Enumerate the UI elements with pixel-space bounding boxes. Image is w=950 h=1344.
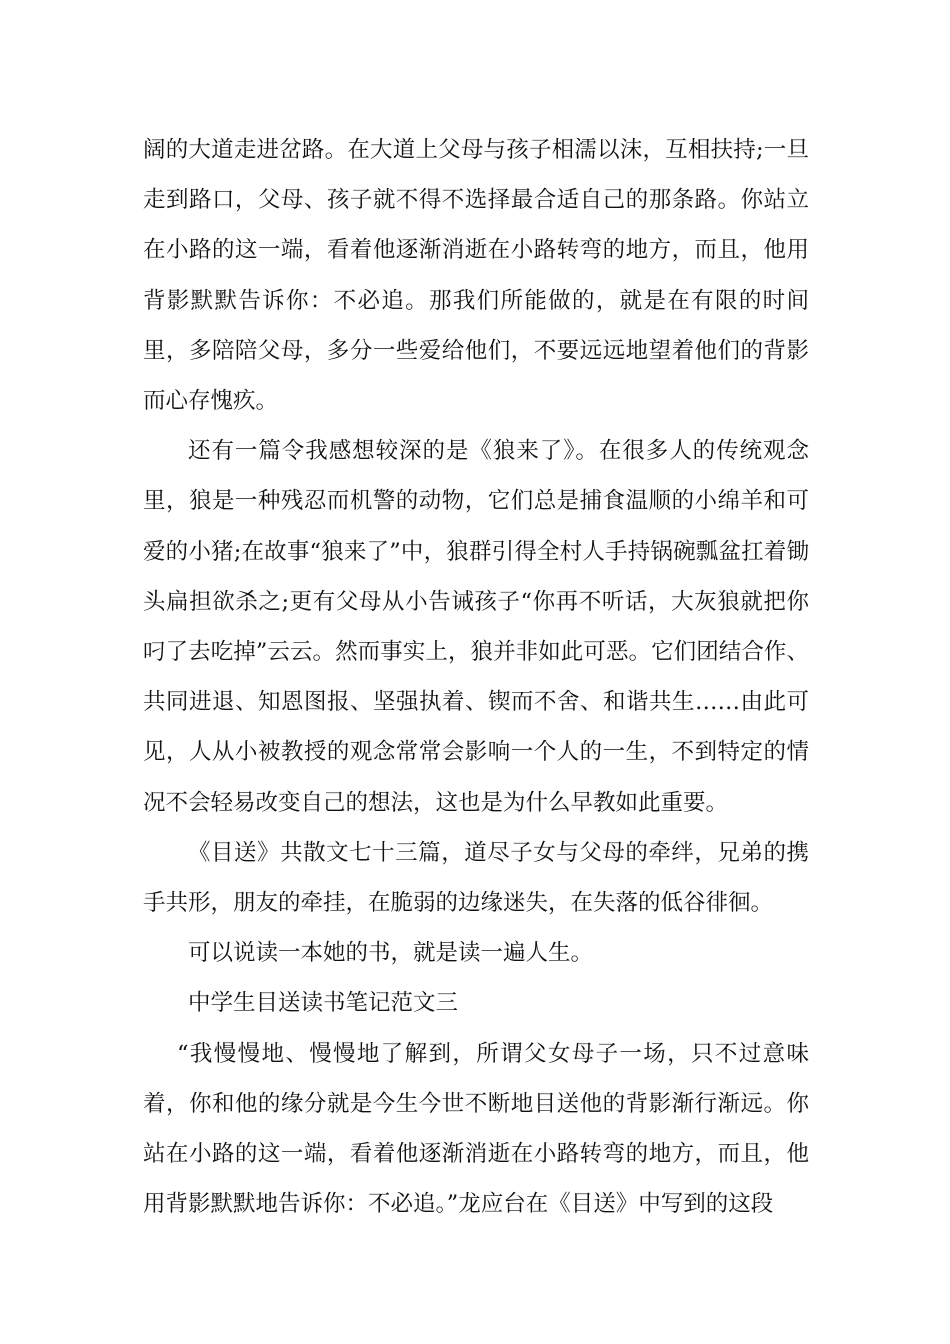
paragraph-quote: “我慢慢地、慢慢地了解到，所谓父女母子一场，只不过意味着，你和他的缘分就是今生今世不断地目送他的背影渐行渐远。你站在小路的这一端，看着他逐渐消逝在小路转弯的地方，而且，他用背影默默地告诉你：不必追。”龙应台在《目送》中写到的这段 [143,1040,809,1218]
paragraph-book-summary: 《目送》共散文七十三篇，道尽子女与父母的牵绊，兄弟的携手共形，朋友的牵挂，在脆弱的边缘迷失，在失落的低谷徘徊。 [143,839,809,917]
paragraph-wolf: 还有一篇令我感想较深的是《狼来了》。在很多人的传统观念里，狼是一种残忍而机警的动物，它们总是捕食温顺的小绵羊和可爱的小猪;在故事“狼来了”中，狼群引得全村人手持锅碗瓢盆扛着锄头扁担欲杀之;更有父母从小告诫孩子“你再不听话，大灰狼就把你叼了去吃掉”云云。然而事实上，狼并非如此可恶。它们团结合作、共同进退、知恩图报、坚强执着、锲而不舍、和谐共生……由此可见，人从小被教授的观念常常会影响一个人的一生，不到特定的情况不会轻易改变自己的想法，这也是为什么早教如此重要。 [143,438,809,816]
paragraph-continuation: 阔的大道走进岔路。在大道上父母与孩子相濡以沫，互相扶持;一旦走到路口，父母、孩子就不得不选择最合适自己的那条路。你站立在小路的这一端，看着他逐渐消逝在小路转弯的地方，而且，他用背影默默告诉你：不必追。那我们所能做的，就是在有限的时间里，多陪陪父母，多分一些爱给他们，不要远远地望着他们的背影而心存愧疚。 [143,137,809,415]
section-title: 中学生目送读书笔记范文三 [188,990,459,1017]
paragraph-conclusion: 可以说读一本她的书，就是读一遍人生。 [188,940,594,967]
document-body [143,125,809,1229]
